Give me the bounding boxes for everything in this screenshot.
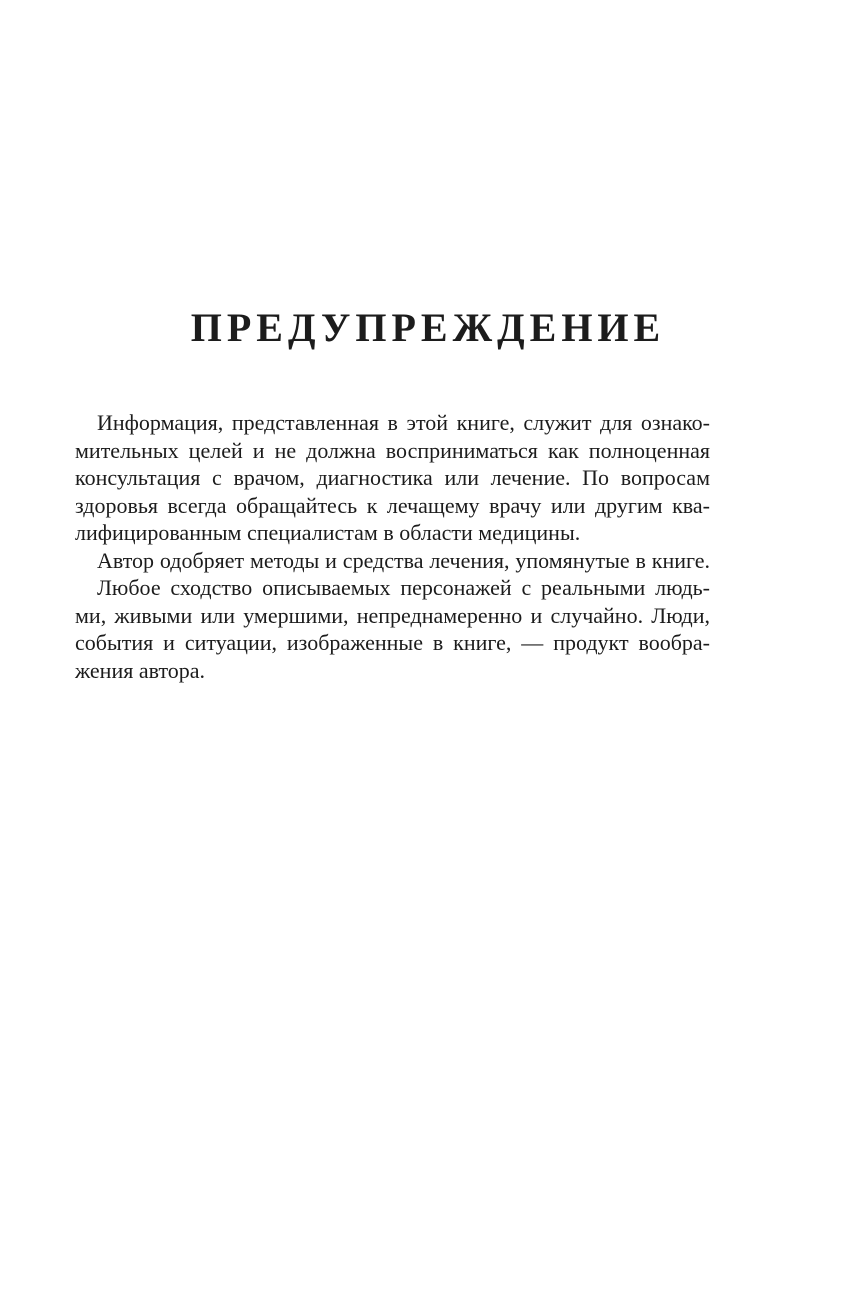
page-title: ПРЕДУПРЕЖДЕНИЕ bbox=[190, 305, 666, 350]
paragraph-1-line-5: лифицированным специалистам в области медицины. bbox=[75, 520, 581, 545]
paragraph-3-line-3: события и ситуации, изображенные в книге, — продукт вообра- bbox=[75, 630, 710, 655]
paragraph-3-line-1: Любое сходство описываемых персонажей с реальными людь- bbox=[97, 575, 710, 600]
paragraph-1-line-2: мительных целей и не должна восприниматься как полноценная bbox=[75, 437, 710, 463]
paragraph-3-line-4: жения автора. bbox=[75, 657, 206, 683]
warning-text bbox=[75, 409, 710, 684]
paragraph-1-line-3: консультация с врачом, диагностика или лечение. По вопросам bbox=[75, 465, 710, 490]
paragraph-1-line-1: Информация, представленная в этой книге, служит для ознако- bbox=[97, 410, 710, 435]
paragraph-2-line-1: Автор одобряет методы и средства лечения, упомянутые в книге. bbox=[97, 547, 710, 573]
paragraph-3-line-2: ми, живыми или умершими, непреднамеренно и случайно. Люди, bbox=[75, 602, 710, 628]
paragraph-1-line-4: здоровья всегда обращайтесь к лечащему врачу или другим ква- bbox=[75, 492, 710, 518]
